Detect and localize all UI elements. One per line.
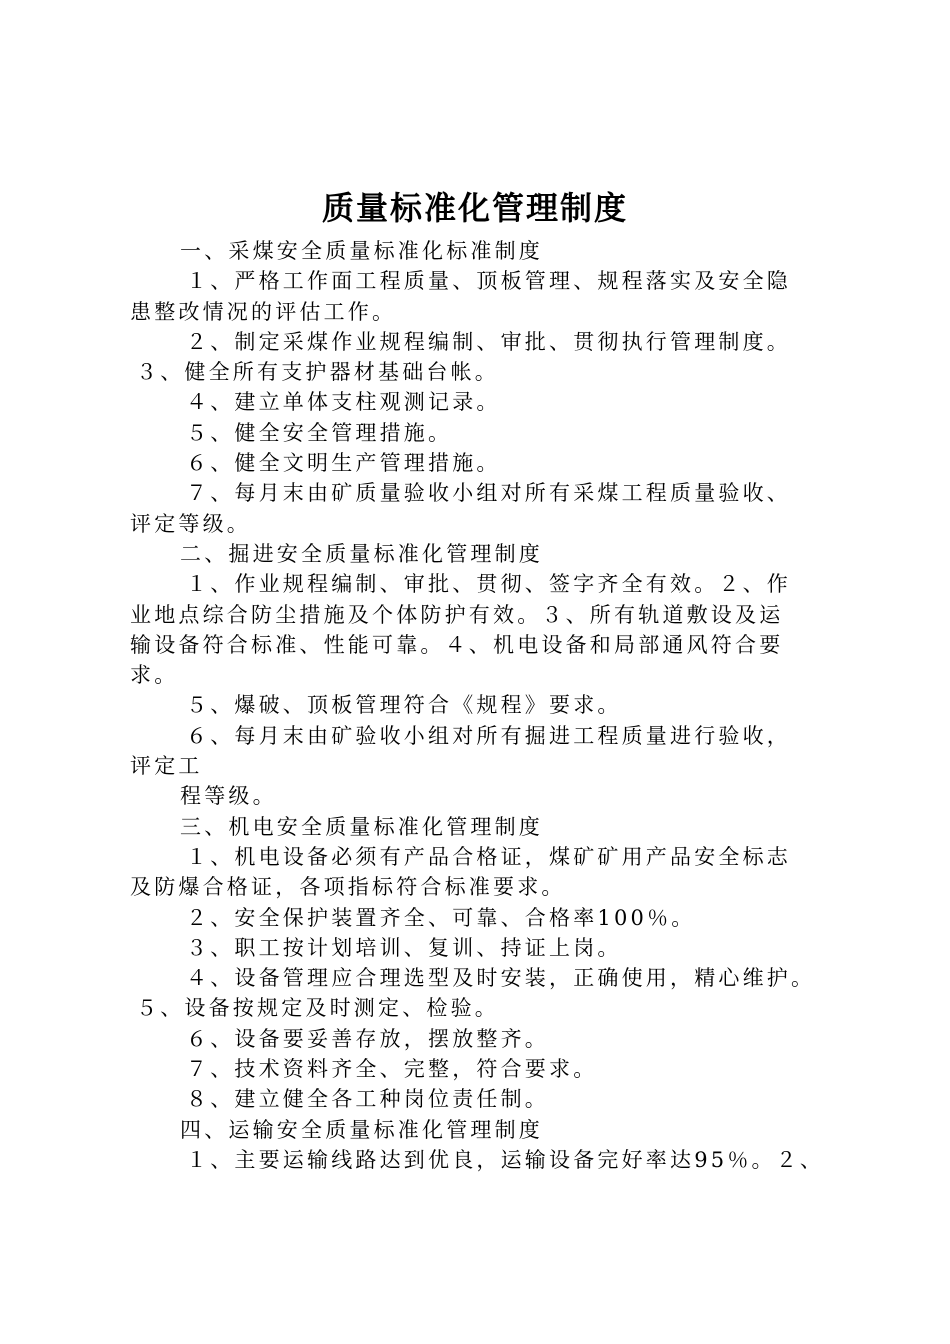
paragraph-line: 业地点综合防尘措施及个体防护有效。３、所有轨道敷设及运: [130, 602, 784, 627]
paragraph-line: ５、设备按规定及时测定、检验。: [136, 996, 499, 1021]
paragraph-line: ８、建立健全各工种岗位责任制。: [186, 1087, 549, 1112]
paragraph-line: ７、技术资料齐全、完整，符合要求。: [186, 1057, 598, 1082]
section-heading: 一、采煤安全质量标准化标准制度: [180, 239, 543, 263]
paragraph-line: ６、设备要妥善存放，摆放整齐。: [186, 1026, 549, 1051]
paragraph-line: ２、制定采煤作业规程编制、审批、贯彻执行管理制度。: [186, 329, 791, 354]
paragraph-line: 评定等级。: [130, 511, 251, 536]
paragraph-line: ４、建立单体支柱观测记录。: [186, 390, 501, 415]
section-heading: 三、机电安全质量标准化管理制度: [180, 814, 543, 839]
paragraph-line: ５、健全安全管理措施。: [186, 420, 453, 445]
document-body: [130, 236, 835, 1175]
paragraph-line: １、机电设备必须有产品合格证，煤矿矿用产品安全标志: [186, 844, 791, 869]
paragraph-line: ２、安全保护装置齐全、可靠、合格率100％。: [186, 905, 696, 930]
paragraph-line: １、主要运输线路达到优良，运输设备完好率达95％。２、: [186, 1147, 825, 1172]
paragraph-line: 患整改情况的评估工作。: [130, 299, 397, 324]
paragraph-line: 程等级。: [180, 784, 277, 809]
paragraph-line: ６、健全文明生产管理措施。: [186, 451, 501, 476]
paragraph-line: ５、爆破、顶板管理符合《规程》要求。: [186, 693, 622, 718]
paragraph-line: ３、职工按计划培训、复训、持证上岗。: [186, 935, 622, 960]
document-title: 质量标准化管理制度: [321, 189, 628, 227]
paragraph-line: ４、设备管理应合理选型及时安装，正确使用，精心维护。: [186, 966, 816, 991]
section-heading: 四、运输安全质量标准化管理制度: [180, 1117, 543, 1142]
paragraph-line: １、作业规程编制、审批、贯彻、签字齐全有效。２、作: [186, 572, 791, 597]
paragraph-line: １、严格工作面工程质量、顶板管理、规程落实及安全隐: [186, 269, 791, 294]
paragraph-line: 及防爆合格证，各项指标符合标准要求。: [130, 875, 566, 900]
paragraph-line: 评定工: [130, 754, 203, 779]
paragraph-line: ７、每月末由矿质量验收小组对所有采煤工程质量验收、: [186, 481, 791, 506]
paragraph-line: 输设备符合标准、性能可靠。４、机电设备和局部通风符合要: [130, 632, 784, 657]
section-heading: 二、掘进安全质量标准化管理制度: [180, 541, 543, 566]
paragraph-line: ６、每月末由矿验收小组对所有掘进工程质量进行验收，: [186, 723, 791, 748]
paragraph-line: ３、健全所有支护器材基础台帐。: [136, 360, 499, 385]
paragraph-line: 求。: [130, 663, 179, 688]
